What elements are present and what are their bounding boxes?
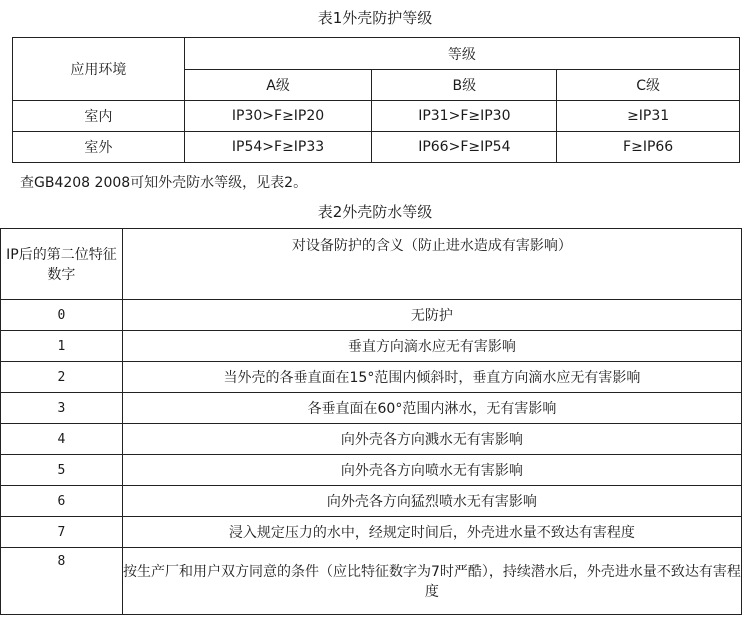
grade-cell: IP66>F≥IP54: [372, 132, 557, 163]
grade-cell: IP30>F≥IP20: [184, 101, 372, 132]
grade-c-header: C级: [557, 70, 740, 101]
table-row: [1, 331, 742, 362]
digit-cell: 2: [1, 362, 123, 393]
grade-a-header: A级: [184, 70, 372, 101]
table-row: [1, 424, 742, 455]
meaning-cell: 向外壳各方向溅水无有害影响: [122, 424, 741, 455]
meaning-cell: 当外壳的各垂直面在15°范围内倾斜时，垂直方向滴水应无有害影响: [122, 362, 741, 393]
meaning-cell: 各垂直面在60°范围内淋水，无有害影响: [122, 393, 741, 424]
digit-cell: 6: [1, 486, 123, 517]
meaning-cell: 无防护: [122, 300, 741, 331]
digit-cell: 4: [1, 424, 123, 455]
digit-cell: 8: [1, 548, 123, 615]
protection-grade-table: [12, 37, 740, 163]
digit-cell: 1: [1, 331, 123, 362]
meaning-cell: 向外壳各方向喷水无有害影响: [122, 455, 741, 486]
table-row: [1, 486, 742, 517]
grade-cell: F≥IP66: [557, 132, 740, 163]
meaning-cell: 向外壳各方向猛烈喷水无有害影响: [122, 486, 741, 517]
table2-title: 表2外壳防水等级: [317, 203, 433, 221]
meaning-cell: 浸入规定压力的水中，经规定时间后，外壳进水量不致达有害程度: [122, 517, 741, 548]
table-row: [1, 548, 742, 615]
meaning-header: 对设备防护的含义（防止进水造成有害影响）: [122, 229, 741, 300]
grade-cell: ≥IP31: [557, 101, 740, 132]
table-row: [1, 362, 742, 393]
grade-header: 等级: [184, 38, 739, 70]
waterproof-grade-table: [0, 228, 742, 615]
env-cell: 室内: [13, 101, 185, 132]
digit-header: IP后的第二位特征数字: [1, 229, 123, 300]
table-row: [13, 132, 740, 163]
reference-note: 查GB4208 2008可知外壳防水等级，见表2。: [20, 175, 308, 191]
table-row: [1, 300, 742, 331]
digit-cell: 3: [1, 393, 123, 424]
table-row: [13, 101, 740, 132]
grade-b-header: B级: [372, 70, 557, 101]
digit-cell: 7: [1, 517, 123, 548]
table-row: [1, 517, 742, 548]
digit-cell: 5: [1, 455, 123, 486]
env-header: 应用环境: [13, 38, 185, 101]
digit-cell: 0: [1, 300, 123, 331]
env-cell: 室外: [13, 132, 185, 163]
grade-cell: IP54>F≥IP33: [184, 132, 372, 163]
table-row: [1, 393, 742, 424]
meaning-cell: 按生产厂和用户双方同意的条件（应比特征数字为7时严酷），持续潜水后，外壳进水量不致达有害程度: [122, 548, 741, 615]
grade-cell: IP31>F≥IP30: [372, 101, 557, 132]
table1-title: 表1外壳防护等级: [317, 9, 433, 27]
table-row: [1, 455, 742, 486]
meaning-cell: 垂直方向滴水应无有害影响: [122, 331, 741, 362]
